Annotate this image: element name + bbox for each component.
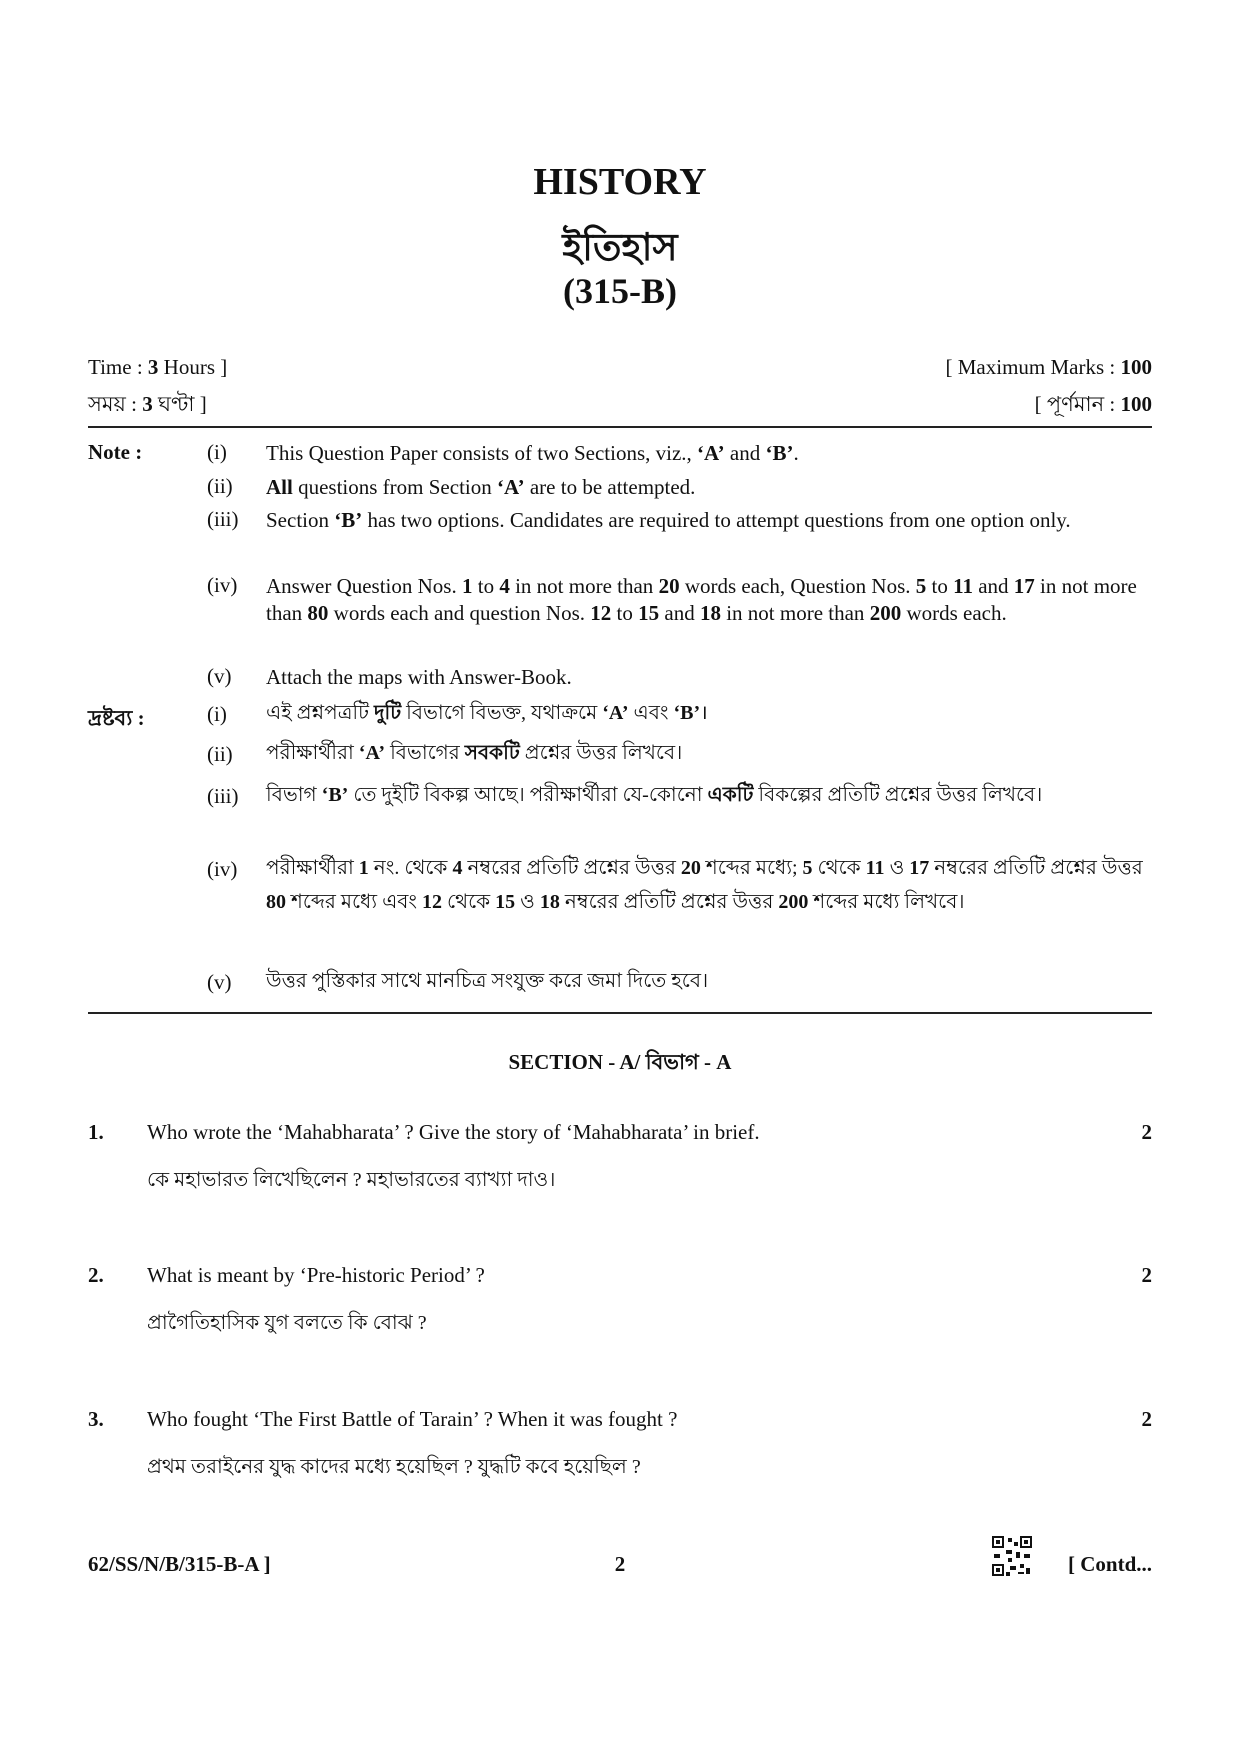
question-number: 3. xyxy=(88,1407,104,1431)
note-en-item-1: This Question Paper consists of two Sections, viz., ‘A’ and ‘B’. xyxy=(266,441,799,465)
title-bengali: ইতিহাস xyxy=(562,227,678,269)
note-en-num-3: (iii) xyxy=(207,507,239,531)
question-marks: 2 xyxy=(1141,1407,1152,1431)
max-marks-bn: [ পূর্ণমান : 100 xyxy=(1034,392,1152,416)
note-label-en: Note : xyxy=(88,440,143,464)
note-bn-item-3: বিভাগ ‘B’ তে দুইটি বিকল্প আছে। পরীক্ষার্থীরা যে-কোনো একটি বিকল্পের প্রতিটি প্রশ্নের উত্তর লিখবে। xyxy=(266,784,1043,806)
question-marks: 2 xyxy=(1141,1120,1152,1144)
question-text-bn: কে মহাভারত লিখেছিলেন ? মহাভারতের ব্যাখ্যা দাও। xyxy=(147,1169,556,1191)
question-number: 2. xyxy=(88,1263,104,1287)
question-text-bn: প্রথম তরাইনের যুদ্ধ কাদের মধ্যে হয়েছিল ? যুদ্ধটি কবে হয়েছিল ? xyxy=(147,1456,641,1478)
section-title: SECTION - A/ বিভাগ - A xyxy=(508,1050,732,1074)
question-text-en: What is meant by ‘Pre-historic Period’ ? xyxy=(147,1263,485,1287)
note-en-num-2: (ii) xyxy=(207,474,233,498)
page-number: 2 xyxy=(614,1552,626,1576)
divider-top xyxy=(88,426,1152,428)
note-bn-item-5: উত্তর পুস্তিকার সাথে মানচিত্র সংযুক্ত করে জমা দিতে হবে। xyxy=(266,970,709,992)
note-en-num-4: (iv) xyxy=(207,573,238,597)
paper-code: (315-B) xyxy=(563,271,677,311)
title-english: HISTORY xyxy=(533,161,707,203)
time-bn: সময় : 3 ঘণ্টা ] xyxy=(88,392,207,416)
note-label-bn: দ্রষ্টব্য : xyxy=(88,706,145,730)
note-bn-num-1: (i) xyxy=(207,702,227,726)
continued-label: [ Contd... xyxy=(1067,1552,1152,1576)
question-text-en: Who fought ‘The First Battle of Tarain’ ? When it was fought ? xyxy=(147,1407,678,1431)
divider-bottom xyxy=(88,1012,1152,1014)
question-number: 1. xyxy=(88,1120,104,1144)
note-bn-num-5: (v) xyxy=(207,970,232,994)
question-text-en: Who wrote the ‘Mahabharata’ ? Give the story of ‘Mahabharata’ in brief. xyxy=(147,1120,760,1144)
note-en-num-5: (v) xyxy=(207,664,232,688)
note-en-item-5: Attach the maps with Answer-Book. xyxy=(266,665,572,689)
question-text-bn: প্রাগৈতিহাসিক যুগ বলতে কি বোঝ ? xyxy=(147,1312,427,1334)
note-en-item-4: Answer Question Nos. 1 to 4 in not more than 20 words each, Question Nos. 5 to 11 and 17 in not more than 80 words each and question Nos. 12 to 15 and 18 in not more than 200 words each. xyxy=(266,574,1137,625)
question-marks: 2 xyxy=(1141,1263,1152,1287)
footer-paper-code: 62/SS/N/B/315-B-A ] xyxy=(88,1552,271,1576)
note-en-num-1: (i) xyxy=(207,440,227,464)
note-bn-item-4: পরীক্ষার্থীরা 1 নং. থেকে 4 নম্বরের প্রতিটি প্রশ্নের উত্তর 20 শব্দের মধ্যে; 5 থেকে 11 ও 17 নম্বরের প্রতিটি প্রশ্নের উত্তর 80 শব্দের মধ্যে এবং 12 থেকে 15 ও 18 নম্বরের প্রতিটি প্রশ্নের উত্তর 200 শব্দের মধ্যে লিখবে। xyxy=(266,857,1143,913)
note-bn-item-2: পরীক্ষার্থীরা ‘A’ বিভাগের সবকটি প্রশ্নের উত্তর লিখবে। xyxy=(266,742,683,764)
note-en-item-2: All questions from Section ‘A’ are to be attempted. xyxy=(266,475,696,499)
note-bn-num-3: (iii) xyxy=(207,784,239,808)
max-marks-en: [ Maximum Marks : 100 xyxy=(945,355,1152,379)
time-en: Time : 3 Hours ] xyxy=(88,355,228,379)
note-bn-num-2: (ii) xyxy=(207,742,233,766)
note-en-item-3: Section ‘B’ has two options. Candidates are required to attempt questions from one option only. xyxy=(266,508,1071,532)
qr-code-icon xyxy=(992,1536,1032,1576)
note-bn-num-4: (iv) xyxy=(207,857,238,881)
note-bn-item-1: এই প্রশ্নপত্রটি দুটি বিভাগে বিভক্ত, যথাক্রমে ‘A’ এবং ‘B’। xyxy=(266,702,708,724)
